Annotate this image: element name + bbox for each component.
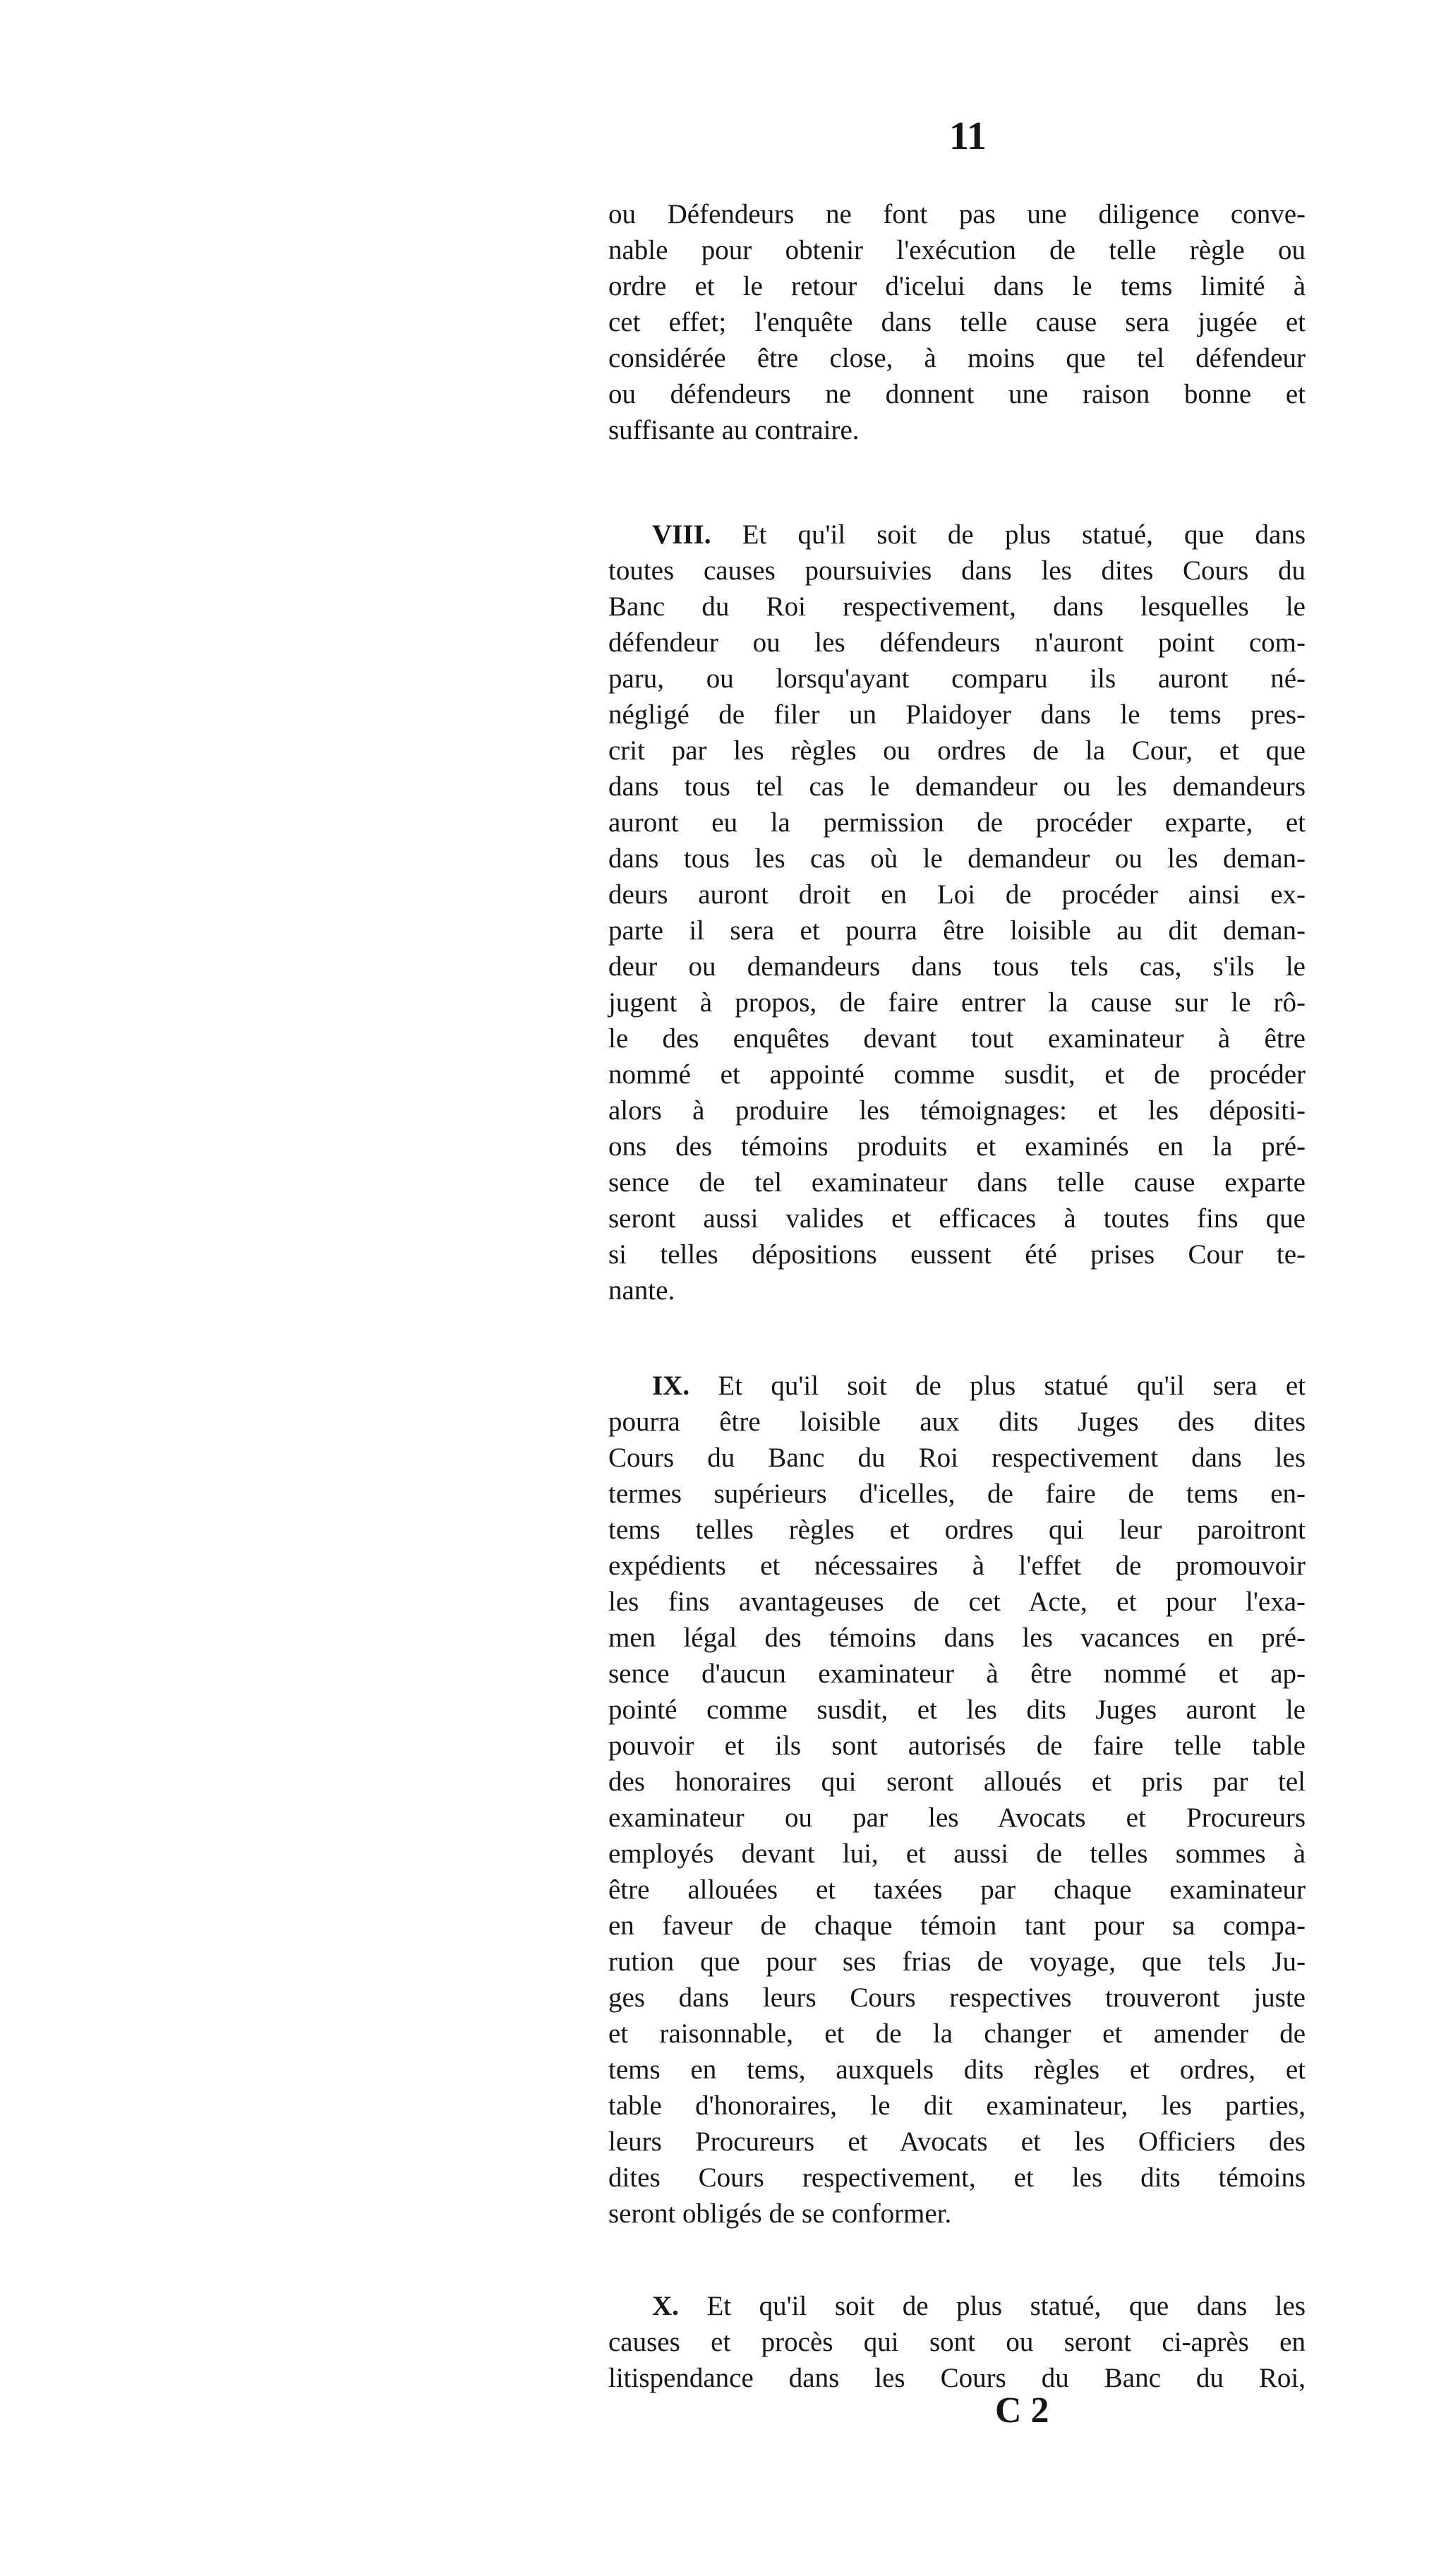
section-x: [608, 2288, 1306, 2396]
section-number: X.: [652, 2291, 679, 2321]
text-line: Banc du Roi respectivement, dans lesquelles le: [608, 591, 1306, 622]
text-line: dites Cours respectivement, et les dits témoins: [608, 2162, 1306, 2193]
text-line: dans tous tel cas le demandeur ou les demandeurs: [608, 771, 1306, 802]
text-line: nable pour obtenir l'exécution de telle règle ou: [608, 235, 1306, 265]
text-line: alors à produire les témoignages: et les dépositi-: [608, 1095, 1306, 1126]
text-line: des honoraires qui seront alloués et pris par tel: [608, 1767, 1306, 1797]
text-line: deur ou demandeurs dans tous tels cas, s'ils le: [608, 951, 1306, 982]
section-number: VIII.: [652, 519, 711, 550]
section-viii: [608, 517, 1306, 1308]
text-line: auront eu la permission de procéder exparte, et: [608, 807, 1306, 838]
text-line: paru, ou lorsqu'ayant comparu ils auront né-: [608, 663, 1306, 694]
section-first-line-text: Et qu'il soit de plus statué, que dans les: [706, 2291, 1306, 2321]
text-line: causes et procès qui sont ou seront ci-après en: [608, 2327, 1306, 2357]
signature-mark: C 2: [995, 2390, 1049, 2431]
text-line: nommé et appointé comme susdit, et de procéder: [608, 1059, 1306, 1090]
text-line: être allouées et taxées par chaque examinateur: [608, 1874, 1306, 1905]
text-line: considérée être close, à moins que tel défendeur: [608, 343, 1306, 373]
text-line: table d'honoraires, le dit examinateur, les parties,: [608, 2090, 1306, 2121]
text-line: employés devant lui, et aussi de telles sommes à: [608, 1838, 1306, 1869]
text-line: toutes causes poursuivies dans les dites Cours du: [608, 555, 1306, 586]
text-line: sence de tel examinateur dans telle cause exparte: [608, 1167, 1306, 1198]
text-line: leurs Procureurs et Avocats et les Officiers des: [608, 2126, 1306, 2157]
text-line: si telles dépositions eussent été prises Cour te-: [608, 1239, 1306, 1270]
text-line: dans tous les cas où le demandeur ou les deman-: [608, 843, 1306, 874]
text-line: jugent à propos, de faire entrer la cause sur le rô-: [608, 987, 1306, 1018]
section-first-line: [608, 2288, 1306, 2324]
text-line: tems telles règles et ordres qui leur paroitront: [608, 1515, 1306, 1545]
text-line: pourra être loisible aux dits Juges des dites: [608, 1407, 1306, 1437]
text-line: seront aussi valides et efficaces à toutes fins que: [608, 1203, 1306, 1234]
page-number: 11: [949, 114, 987, 158]
section-first-line-text: Et qu'il soit de plus statué, que dans: [742, 519, 1306, 550]
text-line: sence d'aucun examinateur à être nommé et ap-: [608, 1659, 1306, 1689]
section-ix: [608, 1368, 1306, 2232]
text-line: ges dans leurs Cours respectives trouveront juste: [608, 1982, 1306, 2013]
text-line: ordre et le retour d'icelui dans le tems limité à: [608, 271, 1306, 301]
paragraph-continuation: [608, 196, 1306, 448]
text-line: termes supérieurs d'icelles, de faire de tems en-: [608, 1479, 1306, 1509]
text-line: Cours du Banc du Roi respectivement dans les: [608, 1443, 1306, 1473]
text-line: négligé de filer un Plaidoyer dans le tems pres-: [608, 699, 1306, 730]
text-line: défendeur ou les défendeurs n'auront point com-: [608, 627, 1306, 658]
text-line: pouvoir et ils sont autorisés de faire telle table: [608, 1731, 1306, 1761]
text-line: men légal des témoins dans les vacances en pré-: [608, 1623, 1306, 1653]
text-line: suffisante au contraire.: [608, 415, 860, 445]
text-line: litispendance dans les Cours du Banc du Roi,: [608, 2363, 1306, 2393]
section-first-line-text: Et qu'il soit de plus statué qu'il sera et: [718, 1371, 1306, 1401]
text-line: crit par les règles ou ordres de la Cour, et que: [608, 735, 1306, 766]
section-number: IX.: [652, 1371, 690, 1401]
text-line: tems en tems, auxquels dits règles et ordres, et: [608, 2054, 1306, 2085]
text-line: pointé comme susdit, et les dits Juges auront le: [608, 1695, 1306, 1725]
section-first-line: [608, 517, 1306, 553]
section-first-line: [608, 1368, 1306, 1404]
text-line: ons des témoins produits et examinés en la pré-: [608, 1131, 1306, 1162]
text-line: en faveur de chaque témoin tant pour sa compa-: [608, 1910, 1306, 1941]
text-line: le des enquêtes devant tout examinateur à être: [608, 1023, 1306, 1054]
text-line: rution que pour ses frias de voyage, que tels Ju-: [608, 1946, 1306, 1977]
text-line: parte il sera et pourra être loisible au dit deman-: [608, 915, 1306, 946]
text-line: nante.: [608, 1275, 675, 1306]
text-line: et raisonnable, et de la changer et amender de: [608, 2018, 1306, 2049]
text-line: examinateur ou par les Avocats et Procureurs: [608, 1802, 1306, 1833]
text-line: ou défendeurs ne donnent une raison bonne et: [608, 379, 1306, 409]
text-line: expédients et nécessaires à l'effet de promouvoir: [608, 1551, 1306, 1581]
text-line: les fins avantageuses de cet Acte, et pour l'exa-: [608, 1587, 1306, 1617]
text-line: deurs auront droit en Loi de procéder ainsi ex-: [608, 879, 1306, 910]
text-line: cet effet; l'enquête dans telle cause sera jugée et: [608, 307, 1306, 337]
text-line: seront obligés de se conformer.: [608, 2198, 952, 2229]
text-line: ou Défendeurs ne font pas une diligence conve-: [608, 199, 1306, 229]
